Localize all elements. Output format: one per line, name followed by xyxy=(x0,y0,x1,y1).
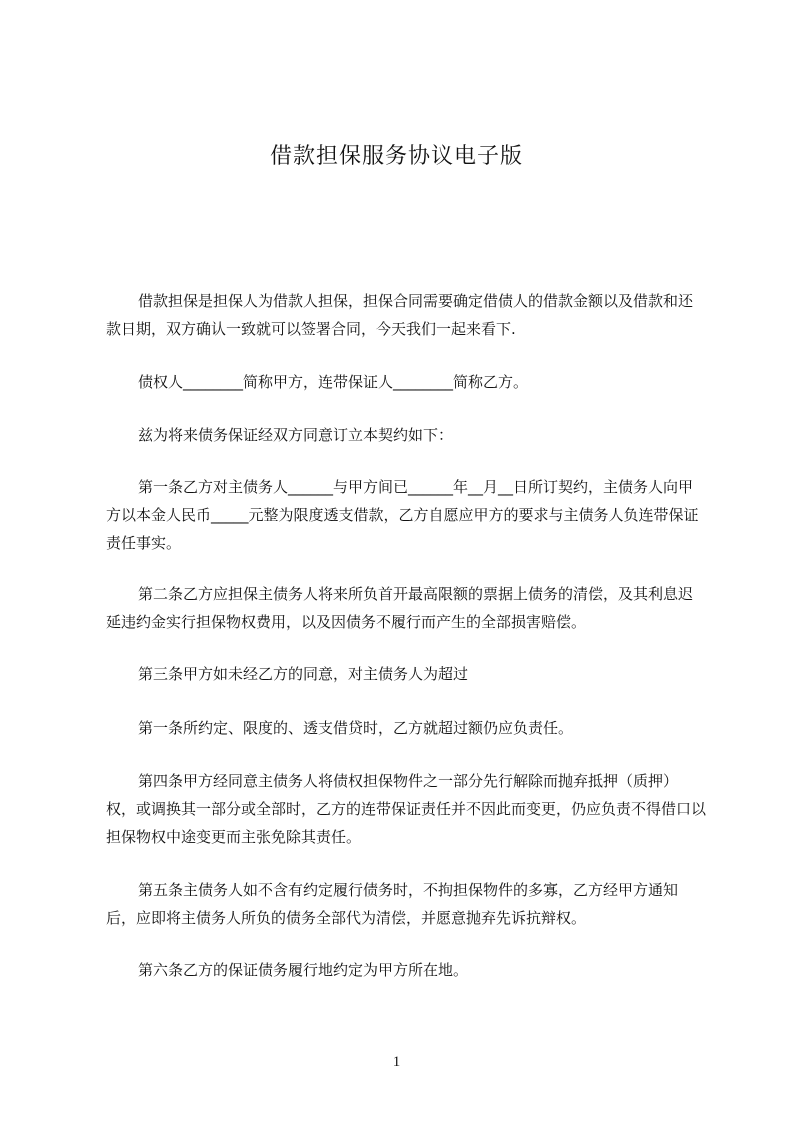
article-4-paragraph: 第四条甲方经同意主债务人将债权担保物件之一部分先行解除而抛弃抵押（质押）权，或调换其一部分或全部时，乙方的连带保证责任并不因此而变更，仍应负责不得借口以担保物权中途变更而主张免除其责任。 xyxy=(106,772,707,846)
article-3-continuation: 第一条所约定、限度的、透支借贷时，乙方就超过额仍应负责任。 xyxy=(138,719,574,737)
article-2-paragraph: 第二条乙方应担保主债务人将来所负首开最高限额的票据上债务的清偿，及其利息迟延违约金实行担保物权费用，以及因债务不履行而产生的全部损害赔偿。 xyxy=(106,585,694,631)
agreement-preamble: 兹为将来债务保证经双方同意订立本契约如下： xyxy=(138,426,454,444)
page-number: 1 xyxy=(392,1054,401,1070)
article-1-paragraph: 第一条乙方对主债务人______与甲方间已______年__月__日所订契约，主债务人向甲方以本金人民币_____元整为限度透支借款，乙方自愿应甲方的要求与主债务人负连带保证责任事实。 xyxy=(106,478,699,552)
document-title: 借款担保服务协议电子版 xyxy=(269,144,523,169)
intro-paragraph: 借款担保是担保人为借款人担保，担保合同需要确定借债人的借款金额以及借款和还款日期，双方确认一致就可以签署合同，今天我们一起来看下. xyxy=(106,292,694,338)
parties-paragraph: 债权人________简称甲方，连带保证人________简称乙方。 xyxy=(138,373,529,391)
article-3-paragraph: 第三条甲方如未经乙方的同意，对主债务人为超过 xyxy=(138,665,469,683)
article-5-paragraph: 第五条主债务人如不含有约定履行债务时，不拘担保物件的多寡，乙方经甲方通知后，应即将主债务人所负的债务全部代为清偿，并愿意抛弃先诉抗辩权。 xyxy=(106,881,679,927)
article-6-paragraph: 第六条乙方的保证债务履行地约定为甲方所在地。 xyxy=(138,961,469,979)
